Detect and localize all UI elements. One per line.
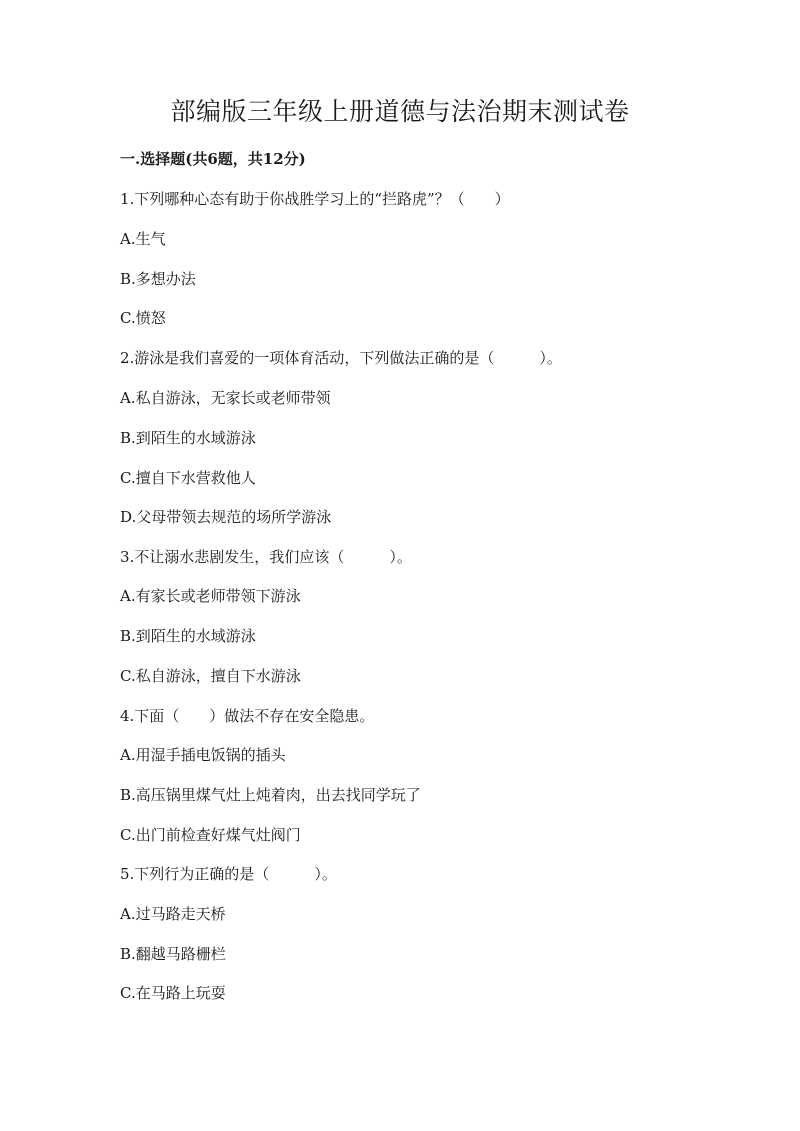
question-3-option-a: A.有家长或老师带领下游泳 [120,587,301,605]
question-5-stem: 5.下列行为正确的是（ ）。 [120,865,337,883]
question-1-option-b: B.多想办法 [120,270,196,288]
question-2-option-d: D.父母带领去规范的场所学游泳 [120,508,332,526]
question-3-option-c: C.私自游泳，擅自下水游泳 [120,667,301,685]
question-2-option-a: A.私自游泳，无家长或老师带领 [120,389,331,407]
question-1-stem: 1.下列哪种心态有助于你战胜学习上的“拦路虎”？（ ） [120,190,510,208]
question-4-option-c: C.出门前检查好煤气灶阀门 [120,826,301,844]
question-2-option-b: B.到陌生的水域游泳 [120,429,256,447]
section-heading: 一.选择题(共6题，共12分) [120,150,306,168]
question-1-option-c: C.愤怒 [120,309,166,327]
page-title: 部编版三年级上册道德与法治期末测试卷 [170,97,630,126]
question-5-option-a: A.过马路走天桥 [120,905,226,923]
question-4-option-b: B.高压锅里煤气灶上炖着肉，出去找同学玩了 [120,786,421,804]
question-1-option-a: A.生气 [120,230,166,248]
question-3-option-b: B.到陌生的水域游泳 [120,627,256,645]
question-5-option-b: B.翻越马路栅栏 [120,945,226,963]
question-3-stem: 3.不让溺水悲剧发生，我们应该（ ）。 [120,548,412,566]
question-2-option-c: C.擅自下水营救他人 [120,469,256,487]
question-5-option-c: C.在马路上玩耍 [120,984,226,1002]
question-4-stem: 4.下面（ ）做法不存在安全隐患。 [120,707,375,725]
question-4-option-a: A.用湿手插电饭锅的插头 [120,746,286,764]
question-2-stem: 2.游泳是我们喜爱的一项体育活动，下列做法正确的是（ ）。 [120,349,562,367]
